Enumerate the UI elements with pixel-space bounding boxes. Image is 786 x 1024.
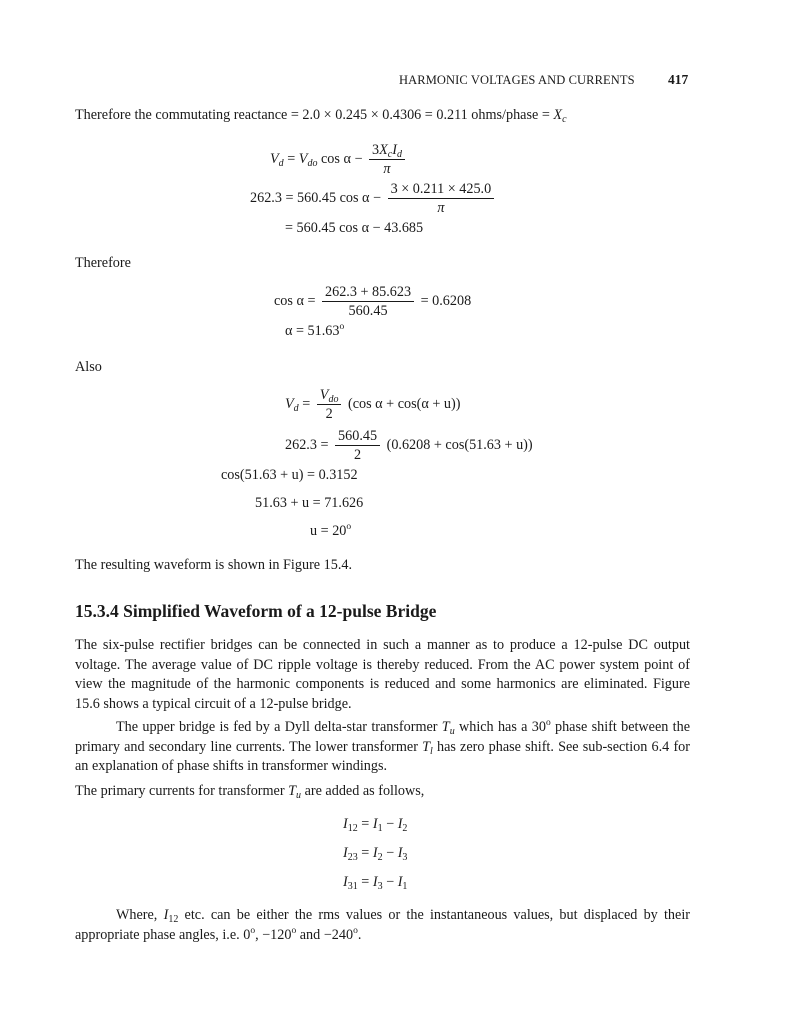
equation-i12: $I_{12} = I_1 - I_2$ (343, 816, 408, 834)
equation-cos-alpha: cos α = $\frac{262.3 + 85.623}{560.45}$ = 0.6208 (274, 284, 472, 319)
equation-262-3-average: 262.3 = $\frac{560.45}{2}$ (0.6208 + cos(51.63 + u)) (285, 428, 533, 463)
equation-result-43: = 560.45 cos α − 43.685 (285, 220, 424, 236)
waveform-sentence: The resulting waveform is shown in Figure 15.4. (75, 557, 353, 573)
equation-i31: $I_{31} = I_3 - I_1$ (343, 874, 408, 892)
fraction-reactance-current: $\frac{3 \times 0.211 \times 425.0}{\pi}$ (388, 181, 495, 216)
equation-vd-average: $V_d$ = $\frac{V_{do}}{2}$ (cos α + cos(α + u)) (285, 387, 461, 422)
fraction-560-over-2: $\frac{560.45}{2}$ (335, 428, 380, 463)
equation-cos-51: cos(51.63 + u) = 0.3152 (221, 467, 358, 483)
running-header-title: HARMONIC VOLTAGES AND CURRENTS (399, 73, 635, 87)
section-heading: 15.3.4 Simplified Waveform of a 12-pulse Bridge (75, 601, 437, 621)
equation-vd: $V_d = V_{do}$ cos α − $\frac{3X_cI_d}{\pi}$ (270, 142, 408, 177)
paragraph-upper-bridge: The upper bridge is fed by a Dyll delta-star transformer $T_u$ which has a 30$^o$ phase shift between the primary and secondary line currents. The lower transformer $T_l$ has zero phase shift. See sub-section 6.4 for an explanation of phase shifts in transformer windings. (75, 718, 690, 774)
equation-262-3: 262.3 = 560.45 cos α − $\frac{3 \times 0.211 \times 425.0}{\pi}$ (250, 181, 497, 216)
paragraph-phase-angles: Where, $I_{12}$ etc. can be either the rms values or the instantaneous values, but displaced by their appropriate phase angles, i.e. $0^o$, $-120^o$ and $-240^o$. (75, 907, 690, 943)
fraction-3xcid: $\frac{3X_cI_d}{\pi}$ (369, 142, 405, 177)
paragraph-twelve-pulse: The six-pulse rectifier bridges can be connected in such a manner as to produce a 12-pulse DC output voltage. The average value of DC ripple voltage is thereby reduced. From the AC power system point of view the magnitude of the harmonic components is reduced and some harmonics are eliminated. Figure 15.6 shows a typical circuit of a 12-pulse bridge. (75, 637, 690, 712)
paragraph-primary-currents: The primary currents for transformer $T_u$ are added as follows, (75, 783, 425, 801)
equation-51-plus-u: 51.63 + u = 71.626 (255, 495, 364, 511)
equation-u: $u = 20^o$ (310, 522, 352, 539)
page-number: 417 (668, 72, 689, 87)
fraction-cos-alpha: $\frac{262.3 + 85.623}{560.45}$ (322, 284, 414, 319)
fraction-vdo-over-2: $\frac{V_{do}}{2}$ (317, 387, 342, 422)
equation-alpha: $\alpha = 51.63^o$ (285, 322, 345, 339)
equation-i23: $I_{23} = I_2 - I_3$ (343, 845, 408, 863)
label-also: Also (75, 359, 102, 375)
reactance-line: Therefore the commutating reactance = 2.0 × 0.245 × 0.4306 = 0.211 ohms/phase = $X_c$ (75, 107, 567, 125)
label-therefore: Therefore (75, 255, 131, 271)
